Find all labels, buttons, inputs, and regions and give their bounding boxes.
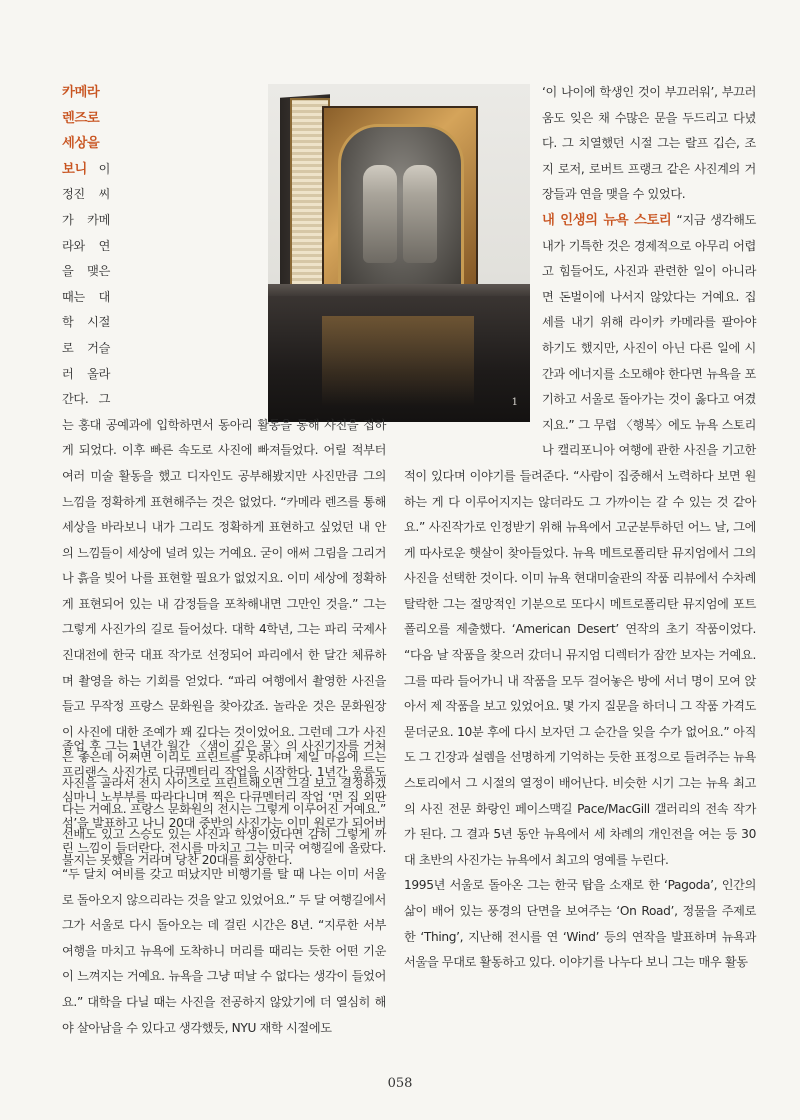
right-paragraph-2: 1995년 서울로 돌아온 그는 한국 탑을 소재로 한 ‘Pagoda’, 인간의 삶이 배어 있는 풍경의 단면을 보여주는 ‘On Road’, 정물을 주제로 한 ‘Thing’, 지난해 전시를 연 ‘Wind’ 등의 연작을 발표하며 뉴욕과 서울을 무대로 활동하고 있다. 이야기를 나누다 보니 그는 매우 활동 [404, 878, 756, 970]
page-number: 058 [387, 1076, 413, 1091]
left-column [62, 80, 386, 867]
left-paragraph-2: 졸업 후 그는 1년간 월간 〈샘이 깊은 물〉의 사진기자를 거쳐 프리랜스 사진가로 다큐멘터리 작업을 시작한다. 1년간 울릉도 심마니 노부부를 따라다니며 찍은 다큐멘터리 작업 ‘먼 집 외딴섬’을 발표하고 나니 20대 중반의 사진가는 이미 원로가 되어버린 느낌이 들더란다. 전시를 마치고 그는 미국 여행길에 올랐다. “두 달치 여비를 갖고 떠났지만 비행기를 탈 때 나는 이미 서울로 돌아오지 않으리라는 것을 알고 있었어요.” 두 달 여행길에서 그가 서울로 다시 돌아오는 데 걸린 시간은 8년. “지루한 서부 여행을 마치고 뉴욕에 도착하니 머리를 때리는 듯한 어떤 기운이 느껴지는 거예요. 뉴욕을 그냥 떠날 수 없다는 생각이 들었어요.” 대학을 다닐 때는 사진을 전공하지 않았기에 더 열심히 해야 살아남을 수 있다고 생각했듯, NYU 재학 시절에도 [62, 739, 386, 1035]
left-paragraph-1-text: 이정진 씨가 카메라와 연을 맺은 때는 대학 시절로 거슬러 올라간다. 그는 홍대 공예과에 입학하면서 동아리 활동을 통해 사진을 접하게 되었다. 이후 빠른 속도로 사진에 빠져들었다. 어릴 적부터 여러 미술 활동을 했고 디자인도 공부해봤지만 사진만큼 그의 느낌을 정확하게 표현해주는 것은 없었다. “카메라 렌즈를 통해 세상을 바라보니 내가 그리도 정확하게 표현하고 싶었던 내 안의 느낌들이 세상에 널려 있는 거예요. 굳이 애써 그림을 그리거나 흙을 빚어 나를 표현할 필요가 없었지요. 이미 세상에 정확하게 표현되어 있는 내 감정들을 포착해내면 그만인 것을.” 그는 그렇게 사진가의 길로 들어섰다. 대학 4학년, 그는 파리 국제사진대전에 한국 대표 작가로 선정되어 파리에서 한 달간 체류하며 촬영을 하는 기회를 얻었다. “파리 여행에서 촬영한 사진을 들고 무작정 프랑스 문화원을 찾아갔죠. 놀라운 것은 문화원장이 사진에 대한 조예가 꽤 깊다는 것이었어요. 그런데 그가 사진은 좋은데 어쩌면 이리도 프린트를 못하냐며 제일 마음에 드는 사진을 골라서 전시 사이즈로 프린트해오면 그걸 보고 결정하겠다는 거예요. 프랑스 문화원의 전시는 그렇게 이루어진 거예요.” 선배도 있고 스승도 있는 사진과 학생이었다면 감히 그렇게 까불지는 못했을 거라며 당찬 20대를 회상한다. [62, 161, 386, 867]
right-paragraph-1-text: “지금 생각해도 내가 기특한 것은 경제적으로 아무리 어렵고 힘들어도, 사진과 관련한 일이 아니라면 돈벌이에 나서지 않았다는 거예요. 집세를 내기 위해 라이카 카메라를 팔아야 하기도 했지만, 사진이 아닌 다른 일에 시간과 에너지를 소모해야 한다면 뉴욕을 포기하고 서울로 돌아가는 것이 옳다고 여겼지요.” 그 무렵 〈행복〉에도 뉴욕 스토리나 캘리포니아 여행에 관한 사진을 기고한 적이 있다며 이야기를 들려준다. “사람이 집중해서 노력하다 보면 원하는 게 다 이루어지지는 않더라도 그 가까이는 갈 수 있는 것 같아요.” 사진작가로 인정받기 위해 뉴욕에서 고군분투하던 어느 날, 그에게 따사로운 햇살이 찾아들었다. 뉴욕 메트로폴리탄 뮤지엄에서 그의 사진을 선택한 것이다. 이미 뉴욕 현대미술관의 작품 리뷰에서 수차례 탈락한 그는 절망적인 기분으로 또다시 메트로폴리탄 뮤지엄에 포트폴리오를 제출했다. ‘American Desert’ 연작의 초기 작품이었다. “다음 날 작품을 찾으러 갔더니 뮤지엄 디렉터가 잠깐 보자는 거예요. 그를 따라 들어가니 내 작품을 모두 걸어놓은 방에 서너 명이 모여 앉아서 제 작품을 보고 있었어요. 몇 가지 질문을 하더니 그 작품 가격도 묻더군요. 10분 후에 다시 보자던 그 순간을 잊을 수가 없어요.” 아직도 그 긴장과 설렘을 선명하게 기억하는 듯한 표정으로 들려주는 뉴욕 스토리에서 그 시절의 열정이 배어난다. 비슷한 시기 그는 뉴욕 최고의 사진 전문 화랑인 페이스맥길 Pace/MacGill 갤러리의 전속 작가가 된다. 그 결과 5년 동안 뉴욕에서 세 차례의 개인전을 여는 등 30대 초반의 사진가는 뉴욕에서 최고의 영예를 누린다. [404, 212, 756, 867]
section-heading-newyork: 내 인생의 뉴욕 스토리 [542, 212, 672, 228]
section-heading-camera: 카메라 렌즈로 세상을 보니 [62, 85, 100, 177]
right-intro: ‘이 나이에 학생인 것이 부끄러워’, 부끄러움도 잊은 채 수많은 문을 두드리고 다녔다. 그 치열했던 시절 그는 랄프 깁슨, 조지 로저, 로버트 프랭크 같은 사진계의 거장들과 연을 맺을 수 있었다. [542, 85, 756, 202]
photo-space-right [404, 80, 528, 430]
right-column [404, 80, 756, 1070]
photo-number: 1 [511, 397, 518, 408]
left-column-lower [62, 734, 386, 1066]
photo-space [124, 80, 386, 402]
